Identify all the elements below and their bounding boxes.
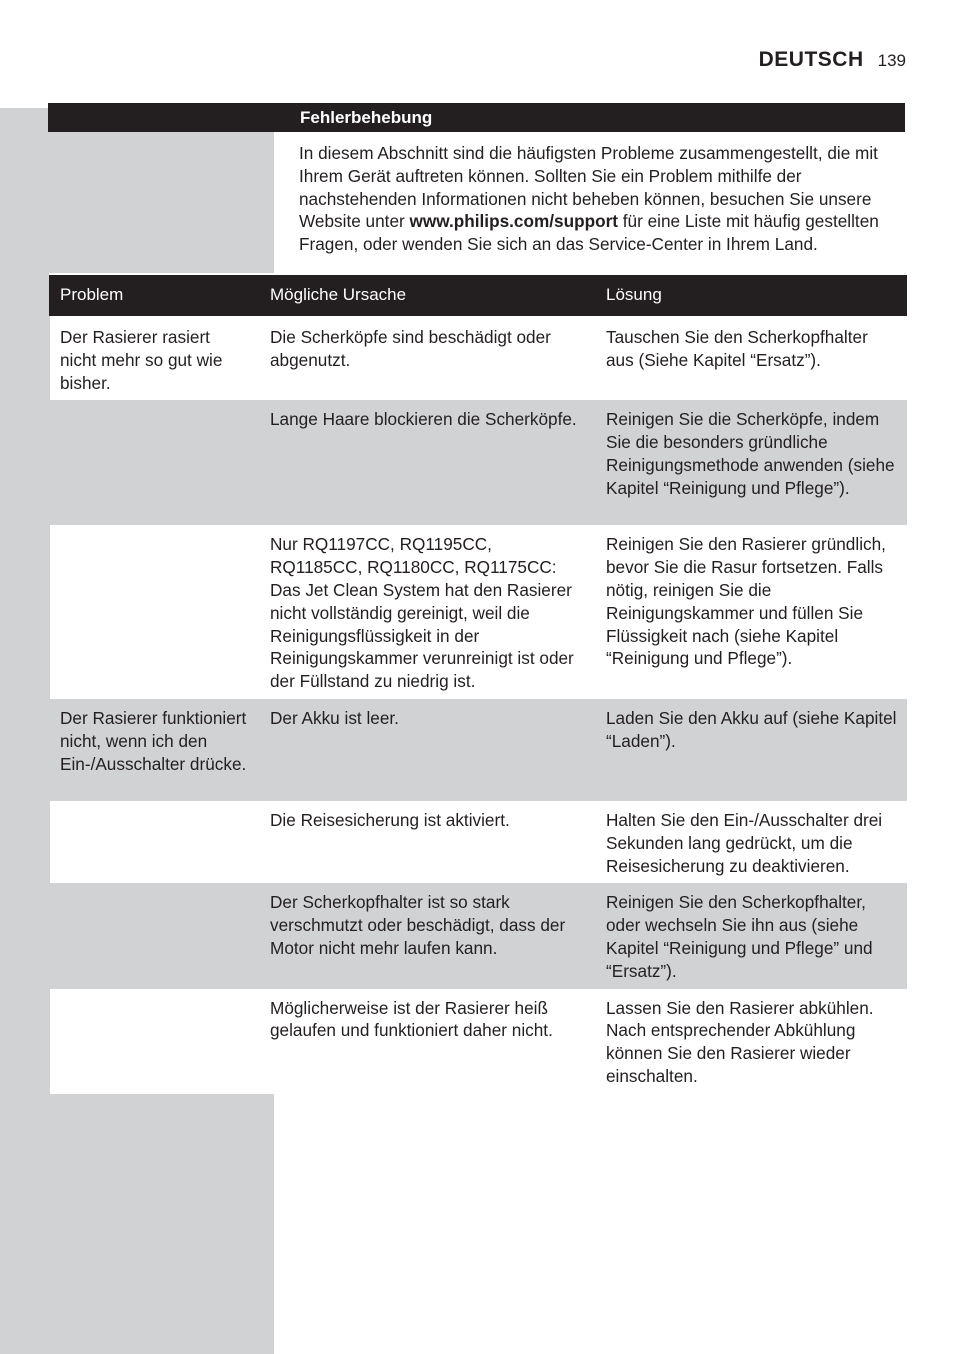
table-header-row — [49, 274, 907, 317]
header-problem: Problem — [49, 274, 259, 317]
solution-cell: Lassen Sie den Rasierer abkühlen. Nach entsprechender Abkühlung können Sie den Rasierer wieder einschalten. — [595, 989, 907, 1094]
problem-cell — [49, 801, 259, 883]
header-solution: Lösung — [595, 274, 907, 317]
solution-cell: Reinigen Sie den Scherkopfhalter, oder wechseln Sie ihn aus (siehe Kapitel “Reinigung und Pflege” und “Ersatz”). — [595, 883, 907, 988]
solution-cell: Reinigen Sie den Rasierer gründlich, bevor Sie die Rasur fortsetzen. Falls nötig, reinigen Sie die Reinigungskammer und füllen Sie Flüssigkeit nach (siehe Kapitel “Reinigung und Pflege”). — [595, 525, 907, 699]
intro-text-before: In diesem Abschnitt sind die häufigsten Probleme zusammengestellt, die mit Ihrem Gerät auftreten können. Sollten Sie ein Problem mithilfe der nachstehenden Informationen nicht beheben können, besuchen Sie unsere Website unter — [299, 143, 878, 232]
page-number: 139 — [877, 51, 906, 70]
solution-cell: Halten Sie den Ein-/Ausschalter drei Sekunden lang gedrückt, um die Reisesicherung zu deaktivieren. — [595, 801, 907, 883]
cause-cell: Möglicherweise ist der Rasierer heiß gelaufen und funktioniert daher nicht. — [259, 989, 595, 1094]
intro-text-after: für eine Liste mit häufig gestellten Fragen, oder wenden Sie sich an das Service-Center in Ihrem Land. — [299, 211, 879, 255]
header-cause: Mögliche Ursache — [259, 274, 595, 317]
cause-cell: Nur RQ1197CC, RQ1195CC, RQ1185CC, RQ1180CC, RQ1175CC: Das Jet Clean System hat den Rasierer nicht vollständig gereinigt, weil die Reinigungsflüssigkeit in der Reinigungskammer verunreinigt ist oder der Füllstand zu niedrig ist. — [259, 525, 595, 699]
table-row — [49, 400, 907, 525]
solution-cell: Laden Sie den Akku auf (siehe Kapitel “Laden”). — [595, 699, 907, 801]
table-row — [49, 699, 907, 801]
support-link[interactable]: www.philips.com/support — [409, 211, 618, 232]
cause-cell: Die Scherköpfe sind beschädigt oder abgenutzt. — [259, 317, 595, 400]
language-label: DEUTSCH — [758, 48, 864, 71]
table-row — [49, 317, 907, 400]
section-title: Fehlerbehebung — [300, 108, 433, 127]
problem-cell: Der Rasierer funktioniert nicht, wenn ich den Ein-/Ausschalter drücke. — [49, 699, 259, 801]
solution-cell: Tauschen Sie den Scherkopfhalter aus (Siehe Kapitel “Ersatz”). — [595, 317, 907, 400]
table-row — [49, 525, 907, 699]
problem-cell: Der Rasierer rasiert nicht mehr so gut wie bisher. — [49, 317, 259, 400]
intro-paragraph — [299, 142, 909, 256]
solution-cell: Reinigen Sie die Scherköpfe, indem Sie die besonders gründliche Reinigungsmethode anwenden (siehe Kapitel “Reinigung und Pflege”). — [595, 400, 907, 525]
cause-cell: Der Scherkopfhalter ist so stark verschmutzt oder beschädigt, dass der Motor nicht mehr laufen kann. — [259, 883, 595, 988]
page-header — [759, 48, 906, 74]
cause-cell: Der Akku ist leer. — [259, 699, 595, 801]
cause-cell: Die Reisesicherung ist aktiviert. — [259, 801, 595, 883]
section-title-bar — [48, 103, 905, 132]
table-row — [49, 989, 907, 1094]
table-row — [49, 883, 907, 988]
problem-cell — [49, 525, 259, 699]
troubleshooting-table — [48, 273, 907, 1094]
problem-cell — [49, 883, 259, 988]
problem-cell — [49, 989, 259, 1094]
cause-cell: Lange Haare blockieren die Scherköpfe. — [259, 400, 595, 525]
table-row — [49, 801, 907, 883]
problem-cell — [49, 400, 259, 525]
